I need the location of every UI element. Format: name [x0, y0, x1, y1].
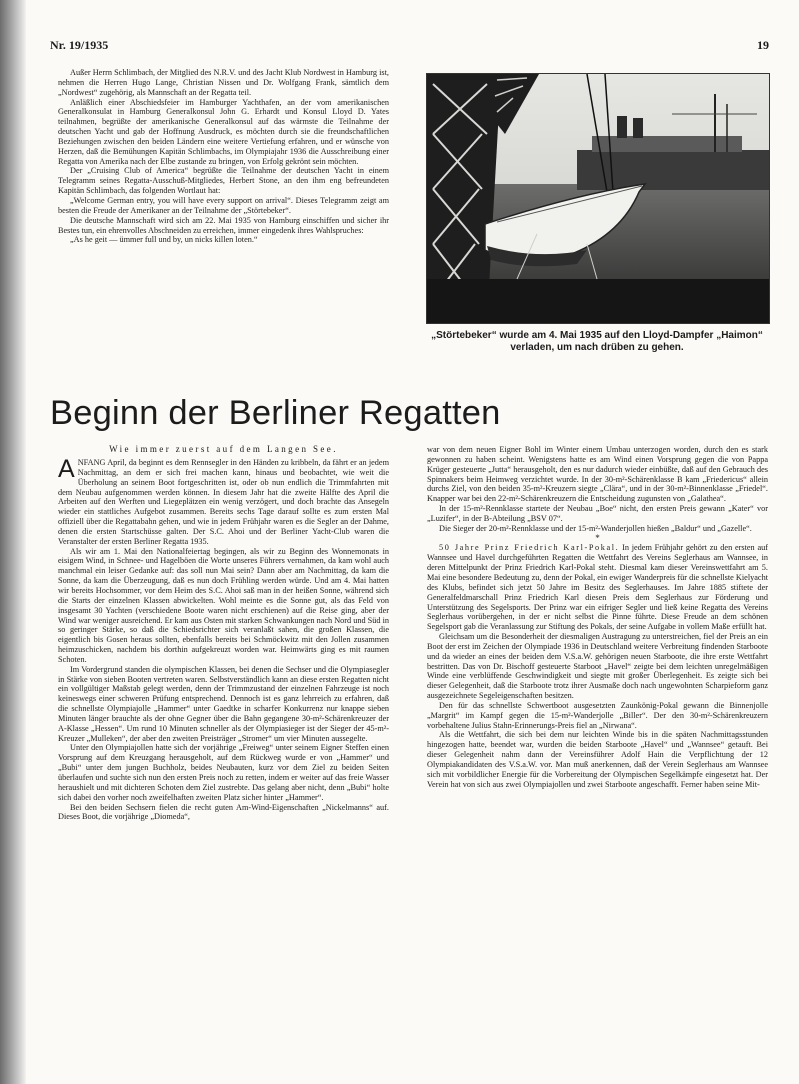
- photo-caption: „Störtebeker“ wurde am 4. Mai 1935 auf den Lloyd-Dampfer „Haimon“ verladen, um nach drüben zu gehen.: [431, 330, 763, 353]
- section-text: In jedem Frühjahr gehört zu den ersten auf Wannsee und Havel durchgeführten Regatten die Wettfahrt des Vereins Seglerhaus am Wannsee, in deren Mittelpunkt der Prinz Friedrich Karl-Pokal steht. Diesmal kam dieser Vereinswettfahrt am 5. Mai eine besondere Bedeutung zu, denn der Pokal, ein ewiger Wanderpreis für die schnellste Kielyacht des Klubs, befindet sich jetzt 50 Jahre im Besitz des Seglerhauses. Im Jahre 1885 stiftete der Generalfeldmarschall Prinz Friedrich Karl diesen Preis dem Seglerhaus zur Förderung und Unterstützung des Segelsports. Der Prinz war ein eifriger Segler und ließ keine Regatta des Vereins Seglerhaus vorübergehen, in der er nicht selbst die Pinne führte. Diese Freude an dem schönen Segelsport gab die Veranlassung zur Stiftung des Pokals, der seine Aufgabe in vollem Maße erfüllt hat.: [427, 543, 768, 632]
- page-number: 19: [757, 38, 769, 52]
- article-paragraph: Unter den Olympiajollen hatte sich der vorjährige „Freiweg“ unter seinem Eigner Steffen einen Vorsprung auf dem Kreuzgang herausgeholt, auf dem Rückweg wurde er von „Hammer“ und „Bubi“ unter dem jungen Buchholz, beides Neubauten, kurz vor dem Ziel zu beiden Seiten überlaufen und suchte sich nun den ersten Preis noch zu retten, indem er weiter auf das freie Wasser heraushielt und mit dichteren Schoten dem Ziel zustrebte. Das gelang aber nicht, denn „Bubi“ holte sich dabei den vorher noch zweifelhaften zweiten Platz sicher hinter „Hammer“.: [58, 743, 389, 802]
- article-paragraph: [58, 455, 389, 547]
- article-right-column: [427, 445, 768, 790]
- article-paragraph: Den für das schnellste Schwertboot ausgesetzten Zaunkönig-Pokal gewann die Binnenjolle „Margrit“ im Kampf gegen die 15-m²-Wanderjolle „Biller“. Der den 30-m²-Schärenkreuzern vorbehaltene Julius Stahn-Erinnerungs-Preis fiel an „Nirwana“.: [427, 700, 768, 730]
- article-paragraph: In der 15-m²-Rennklasse startete der Neubau „Boe“ nicht, den ersten Preis gewann „Kater“ vor „Luzifer“, in der B-Abteilung „BSV 07“.: [427, 504, 768, 523]
- article-headline: Beginn der Berliner Regatten: [50, 394, 501, 432]
- intro-column: [58, 68, 389, 245]
- page-gutter-shadow: [0, 0, 26, 1084]
- section-lead: 50 Jahre Prinz Friedrich Karl-Pokal.: [439, 543, 620, 553]
- article-paragraph: Im Vordergrund standen die olympischen Klassen, bei denen die Sechser und die Olympiasegler in Stärke von sieben Booten vertreten waren. Selbstverständlich kann an diese ersten Regatten nicht ein vollgültiger Maßstab gelegt werden, denn der Trimmzustand der einzelnen Fahrzeuge ist noch keineswegs einer schweren Prüfung entsprechend. Dennoch ist es ganz lehrreich zu erfahren, daß die schnellste Olympiajolle „Hammer“ unter Gaedtke in scharfer Konkurrenz nur knappe sieben Minuten länger brauchte als der ohne Gegner über die Bahn gegangene 30-m²-Schärenkreuzer der A-Klasse „Hessen“. Um rund 10 Minuten schneller als der Olympiasieger ist der Sieger der 45-m²-Kreuzer „Mulleken“, der aber den zweiten Preisträger „Stromer“ um vier Minuten aussegelte.: [58, 664, 389, 743]
- ship-crane-photo: [426, 73, 770, 324]
- article-left-column: [58, 455, 389, 822]
- drop-cap: A: [58, 455, 75, 483]
- section-separator: *: [595, 532, 600, 543]
- intro-paragraph: Die deutsche Mannschaft wird sich am 22. Mai 1935 von Hamburg einschiffen und sicher ihr Bestes tun, ein ehrenvolles Abschneiden zu erreichen, immer eingedenk ihres Wahlspruches:: [58, 215, 389, 235]
- intro-paragraph: Außer Herrn Schlimbach, der Mitglied des N.R.V. und des Jacht Klub Nordwest in Hamburg ist, nehmen die Herren Hugo Lange, Christian Nissen und Dr. Wolfgang Frank, sämtlich dem „Nordwest“ zugehörig, als Mannschaft an der Regatta teil.: [58, 68, 389, 97]
- intro-paragraph: „As he geit — ümmer full und by, un nicks killen loten.“: [70, 235, 258, 245]
- intro-paragraph: Der „Cruising Club of America“ begrüßte die Teilnahme der deutschen Yacht in einem Telegramm seines Regatta-Ausschuß-Mitgliedes, Herbert Stone, an den ihm eng befreundeten Kapitän Schlimbach, das folgenden Wortlaut hat:: [58, 166, 389, 196]
- article-paragraph: Die Sieger der 20-m²-Rennklasse und der 15-m²-Wanderjollen hießen „Baldur“ und „Gazelle“.: [439, 523, 752, 533]
- article-paragraph: Als die Wettfahrt, die sich bei dem nur leichten Winde bis in die späten Nachmittagsstunden hingezogen hatte, beendet war, wurden die beiden Starboote „Havel“ und „Wannsee“ getauft. Bei dieser Gelegenheit nahm dann der Vereinsführer Adolf Hain die Verpflichtung der 12 Olympiakandidaten des V.S.a.W. vor. Man muß anerkennen, daß der Verein Seglerhaus am Wannsee sich mit vorbildlicher Energie für die Vorbereitung der Olympischen Segelkämpfe eingesetzt hat. Der Verein hat von sich aus zwei Olympiajollen und zwei Starboote angeschafft. Ferner haben seine Mit-: [427, 730, 768, 789]
- article-paragraph: war von dem neuen Eigner Bohl im Winter einem Umbau unterzogen worden, durch den es stark gewonnen zu haben scheint. Wenigstens hatte es am Wind einen Vorsprung gegen die von Pappa Krüger gesteuerte „Jutta“ herausgeholt, den es nur dadurch wieder einbüßte, daß auf den Gebrauch des Spinnakers beim Heimweg verzichtet wurde. In der 30-m²-Schärenklasse B kam „Friedericus“ allein durchs Ziel, von den beiden 35-m²-Kreuzern siegte „Clära“, und in der 30-m²-Binnenklasse „Friedel“. Knapper war bei den 22-m²-Schärenkreuzern die Entscheidung zugunsten von „Galathea“.: [427, 445, 768, 504]
- intro-paragraph: Anläßlich einer Abschiedsfeier im Hamburger Yachthafen, an der vom amerikanischen Generalkonsulat in Hamburg Generalkonsul John G. Erhardt und Konsul Lloyd D. Yates teilnahmen, begrüßte der amerikanische Generalkonsul auf das wärmste die Teilnahme der deutschen Yacht und gab der Hoffnung Ausdruck, es möchten durch sie die freundschaftlichen Beziehungen zwischen den beiden Ländern eine weitere Vertiefung erfahren, und er wünsche von Herzen, daß die Bemühungen Kapitän Schlimbachs, im Olympiajahr 1936 die Ausschreibung einer Regatta von Amerika nach der Elbe zustande zu bringen, von Erfolg gekrönt sein möchten.: [58, 97, 389, 166]
- article-paragraph: Gleichsam um die Besonderheit der diesmaligen Austragung zu unterstreichen, fiel der Preis an ein Boot der erst im Zeichen der Olympiade 1936 in Deutschland weitere Verbreitung findenden Starboote und da wieder an eines der beiden dem V.S.a.W. gehörigen neuen Starboote, die ihre erste Wettfahrt bestritten. Das von Dr. Bischoff gesteuerte Starboot „Havel“ zeigte bei dem leichten unregelmäßigen Winde eine verblüffende Geschwindigkeit und siegte mit großer Überlegenheit. Es zeigte sich bei dieser Gelegenheit, daß die Starboote trotz ihrer Ausmaße doch nach ungewohnten Scharpieform ganz ausgezeichnete Segeleigenschaften besitzen.: [427, 632, 768, 701]
- intro-paragraph: „Welcome German entry, you will have every support on arrival“. Dieses Telegramm zeigt am besten die Freude der Amerikaner an der Teilnahme der „Störtebeker“.: [58, 195, 389, 215]
- article-paragraph: Bei den beiden Sechsern fielen die recht guten Am-Wind-Eigenschaften „Nickelmanns“ auf. Dieses Boot, die vorjährige „Diomeda“,: [58, 802, 389, 822]
- article-paragraph: Als wir am 1. Mai den Nationalfeiertag begingen, als wir zu Beginn des Wonnemonats in eisigem Wind, in Schnee- und Hagelböen die Worte unseres Führers vernahmen, da kam wohl auch manchmal ein leiser Gedanke auf: das soll nun Mai sein? Dann aber am Nachmittag, da kam die Sonne, da kam die Überzeugung, daß es nun doch Frühling werden würde. Und am 4. Mai hatten wir bereits Hochsommer, vor dem Heim des S.C. Ahoi saß man in der heißen Sonne, während sich die Starts der einzelnen Klassen abwickelten. Wohl meinte es die Sonne gut, als das Feld von insgesamt 30 Yachten (verschiedene Boote waren nicht erschienen) auf die Reise ging, aber der Wind war weniger ausreichend. Er kam aus Osten mit starken Schwankungen nach Nord und Süd in so geringer Stärke, so daß die Schiedsrichter sich veranlaßt sahen, die großen Klassen, die eigentlich bis Gosen heraus sollten, ebenfalls bereits bei Schmöckwitz mit den Jollen zusammen heimzuschicken, nachdem bis dorthin aufgekreuzt worden war. Heimwärts ging es mit raumen Schoten.: [58, 546, 389, 664]
- issue-number: Nr. 19/1935: [50, 38, 109, 52]
- article-subtitle: Wie immer zuerst auf dem Langen See.: [109, 444, 338, 454]
- article-opening-text: NFANG April, da beginnt es dem Rennsegler in den Händen zu kribbeln, da fährt er an jedem Nachmittag, an dem er sich frei machen kann, hinaus und beobachtet, wie weit die Überholung an seinem Boot fortgeschritten ist, oder ob nun endlich die Trimmfahrten mit dem Neubau aufgenommen werden können. In diesem Jahr hat die zweite Hälfte des April die Arbeiten auf den Werften und Liegeplätzen ein wenig verzögert, und doch brachte das Ansegeln wieder ein stattliches Aufgebot zusammen. Bereits sechs Tage darauf sollte es zum ersten Mal offiziell über die Regattabahn gehen, und wie in jedem Frühjahr waren es die Segler an der Dahme, denen die ersten Startschüsse galten. Der S.C. Ahoi und der Berliner Yacht-Club waren die Veranstalter der ersten Berliner Regatta 1935.: [58, 458, 389, 546]
- article-paragraph: [427, 543, 768, 632]
